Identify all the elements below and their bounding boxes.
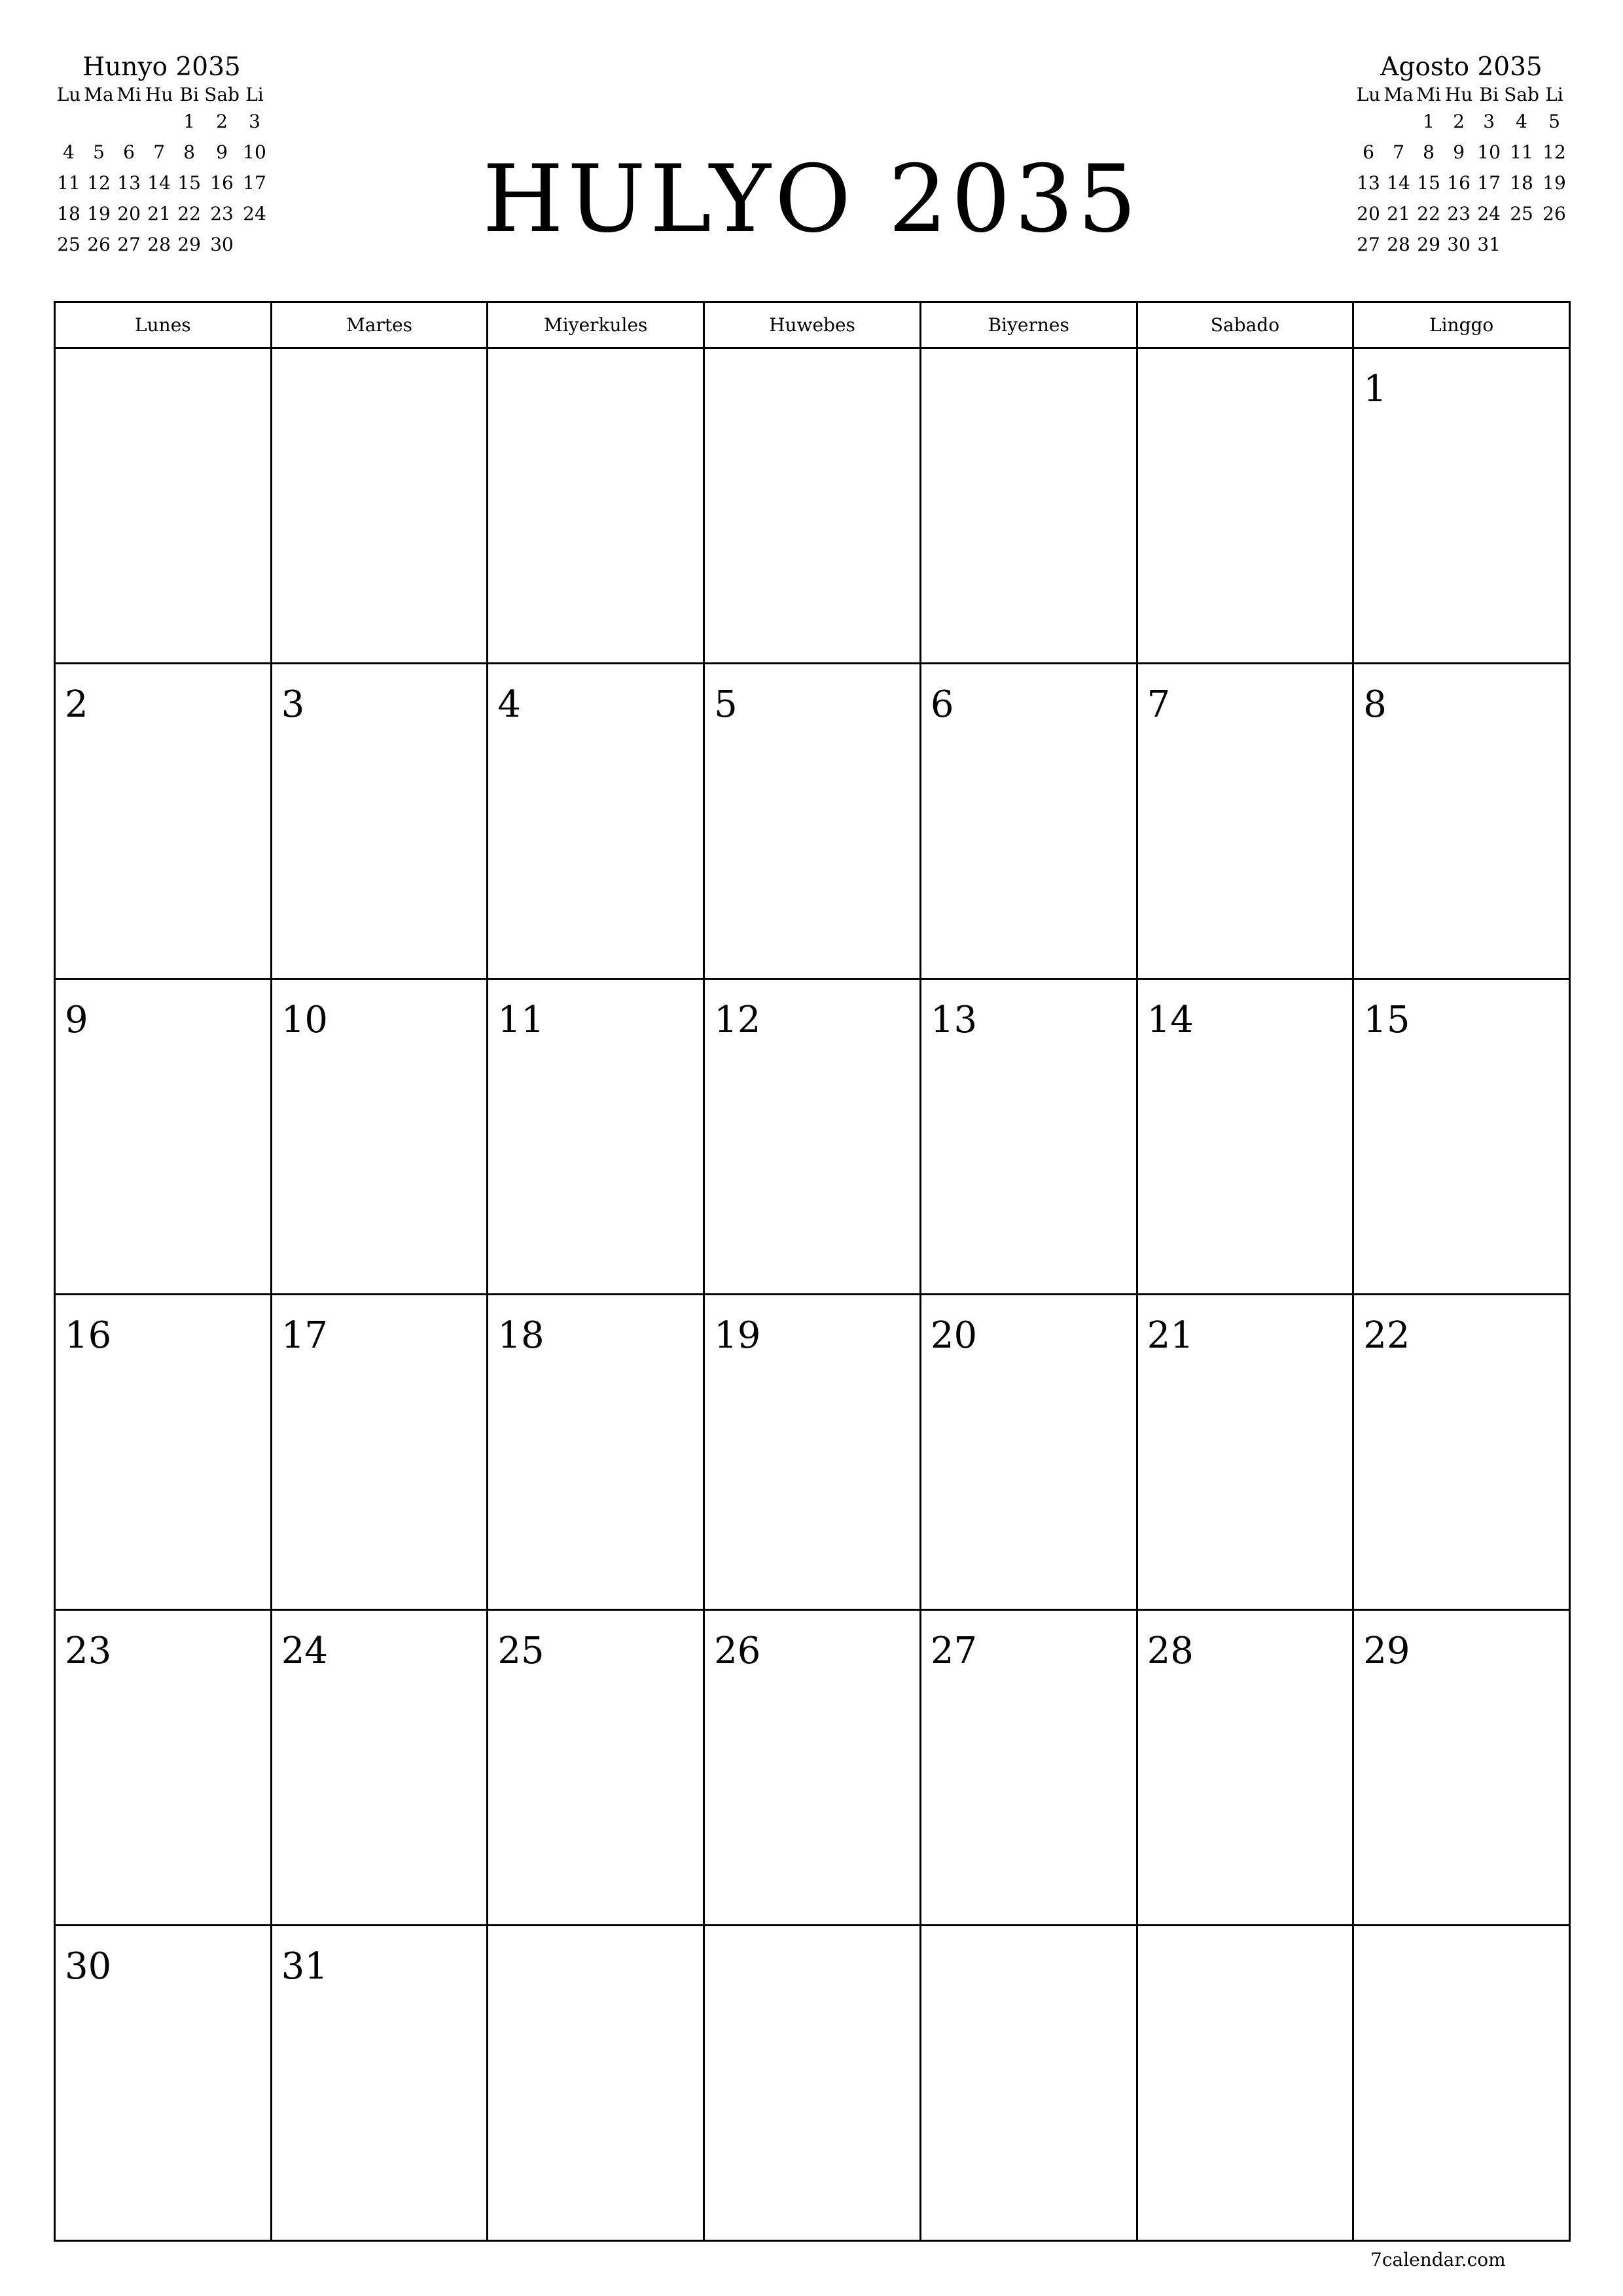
mini-day: 3 bbox=[249, 111, 260, 132]
mini-day: 29 bbox=[1417, 234, 1440, 255]
mini-day: 22 bbox=[1417, 203, 1440, 224]
day-cell[interactable] bbox=[488, 1611, 705, 1926]
day-number: 21 bbox=[1147, 1314, 1194, 1357]
day-number: 5 bbox=[714, 683, 738, 726]
day-number: 4 bbox=[497, 683, 522, 726]
day-cell[interactable] bbox=[56, 664, 272, 980]
day-number: 12 bbox=[714, 999, 761, 1041]
weekday-header: Martes bbox=[272, 303, 489, 349]
mini-day: 16 bbox=[1447, 172, 1471, 194]
mini-day bbox=[54, 106, 84, 137]
mini-weekday-label: Hu bbox=[1444, 84, 1473, 105]
mini-day: 28 bbox=[147, 234, 171, 255]
weekday-header: Miyerkules bbox=[488, 303, 705, 349]
mini-day: 24 bbox=[243, 203, 266, 224]
mini-day: 25 bbox=[57, 234, 80, 255]
mini-day: 5 bbox=[1548, 111, 1560, 132]
mini-day: 20 bbox=[117, 203, 141, 224]
mini-weekday-label: Hu bbox=[145, 84, 173, 105]
watermark: 7calendar.com bbox=[1370, 2249, 1506, 2270]
mini-weekday-label: Sab bbox=[1504, 84, 1539, 105]
mini-day: 11 bbox=[57, 172, 80, 194]
mini-day bbox=[144, 106, 174, 137]
mini-weekday-label: Bi bbox=[179, 84, 199, 105]
mini-day: 10 bbox=[1477, 141, 1501, 163]
day-cell[interactable] bbox=[272, 980, 489, 1295]
day-cell[interactable] bbox=[921, 1295, 1138, 1611]
day-cell[interactable] bbox=[1138, 1295, 1355, 1611]
weekday-header-row bbox=[56, 303, 1571, 349]
day-number: 10 bbox=[281, 999, 328, 1041]
day-cell[interactable] bbox=[1138, 349, 1355, 664]
mini-weekday-label: Lu bbox=[56, 84, 81, 105]
mini-day bbox=[1539, 229, 1569, 260]
mini-day: 31 bbox=[1477, 234, 1501, 255]
mini-day: 18 bbox=[1510, 172, 1533, 194]
mini-day: 26 bbox=[87, 234, 111, 255]
mini-day bbox=[1353, 106, 1383, 137]
day-number: 20 bbox=[930, 1314, 978, 1357]
day-cell[interactable] bbox=[921, 1926, 1138, 2242]
mini-day: 23 bbox=[1447, 203, 1471, 224]
day-number: 25 bbox=[497, 1630, 544, 1672]
day-cell[interactable] bbox=[1354, 980, 1571, 1295]
mini-day: 7 bbox=[153, 141, 166, 163]
day-cell[interactable] bbox=[705, 980, 921, 1295]
day-cell[interactable] bbox=[56, 980, 272, 1295]
mini-calendar-grid bbox=[1353, 84, 1569, 260]
mini-day: 19 bbox=[1543, 172, 1566, 194]
day-cell[interactable] bbox=[56, 1295, 272, 1611]
day-cell[interactable] bbox=[272, 664, 489, 980]
mini-weekday-label: Li bbox=[1545, 84, 1563, 105]
page-title: HULYO 2035 bbox=[482, 145, 1141, 253]
day-number: 23 bbox=[65, 1630, 112, 1672]
day-number: 30 bbox=[65, 1945, 112, 1988]
mini-day: 13 bbox=[117, 172, 141, 194]
day-cell[interactable] bbox=[1138, 980, 1355, 1295]
mini-weekday-label: Lu bbox=[1356, 84, 1381, 105]
mini-day: 9 bbox=[1453, 141, 1465, 163]
day-number: 9 bbox=[65, 999, 88, 1041]
mini-day: 8 bbox=[1423, 141, 1435, 163]
day-number: 7 bbox=[1147, 683, 1171, 726]
mini-weekday-label: Mi bbox=[116, 84, 141, 105]
mini-day: 9 bbox=[216, 141, 228, 163]
mini-day bbox=[84, 106, 114, 137]
mini-calendar-title: Agosto 2035 bbox=[1380, 52, 1543, 82]
mini-day: 7 bbox=[1393, 141, 1404, 163]
weekday-header: Biyernes bbox=[921, 303, 1138, 349]
day-cell[interactable] bbox=[488, 1295, 705, 1611]
mini-weekday-label: Bi bbox=[1479, 84, 1499, 105]
day-number: 1 bbox=[1363, 368, 1387, 410]
mini-weekday-label: Li bbox=[245, 84, 264, 105]
day-number: 22 bbox=[1363, 1314, 1410, 1357]
calendar-weeks bbox=[56, 349, 1571, 2242]
day-cell[interactable] bbox=[56, 1926, 272, 2242]
day-cell[interactable] bbox=[705, 349, 921, 664]
day-cell[interactable] bbox=[1354, 1611, 1571, 1926]
mini-day: 4 bbox=[1516, 111, 1527, 132]
mini-day: 5 bbox=[93, 141, 105, 163]
mini-day: 24 bbox=[1477, 203, 1501, 224]
mini-day: 14 bbox=[1387, 172, 1410, 194]
day-number: 15 bbox=[1363, 999, 1410, 1041]
mini-day: 25 bbox=[1510, 203, 1533, 224]
mini-day: 22 bbox=[177, 203, 201, 224]
day-cell[interactable] bbox=[921, 1611, 1138, 1926]
mini-day: 8 bbox=[183, 141, 196, 163]
month-calendar-grid bbox=[54, 301, 1571, 2242]
mini-day: 2 bbox=[216, 111, 228, 132]
day-cell[interactable] bbox=[488, 980, 705, 1295]
day-cell[interactable] bbox=[1354, 1295, 1571, 1611]
mini-day: 10 bbox=[243, 141, 266, 163]
mini-day: 29 bbox=[177, 234, 201, 255]
day-number: 18 bbox=[497, 1314, 544, 1357]
mini-day: 27 bbox=[117, 234, 141, 255]
mini-day: 26 bbox=[1543, 203, 1566, 224]
mini-weekday-label: Ma bbox=[1383, 84, 1414, 105]
day-number: 26 bbox=[714, 1630, 761, 1672]
mini-day: 17 bbox=[1477, 172, 1501, 194]
mini-day: 16 bbox=[210, 172, 234, 194]
day-cell[interactable] bbox=[488, 349, 705, 664]
mini-day: 1 bbox=[1423, 111, 1435, 132]
mini-day: 27 bbox=[1357, 234, 1380, 255]
mini-day: 1 bbox=[183, 111, 196, 132]
day-number: 27 bbox=[930, 1630, 978, 1672]
mini-day: 17 bbox=[243, 172, 266, 194]
mini-day: 13 bbox=[1357, 172, 1380, 194]
mini-day: 21 bbox=[1387, 203, 1410, 224]
mini-day: 19 bbox=[87, 203, 111, 224]
mini-day: 12 bbox=[1543, 141, 1566, 163]
day-number: 8 bbox=[1363, 683, 1387, 726]
mini-day: 14 bbox=[147, 172, 171, 194]
day-number: 11 bbox=[497, 999, 544, 1041]
day-number: 3 bbox=[281, 683, 305, 726]
mini-day: 20 bbox=[1357, 203, 1380, 224]
day-cell[interactable] bbox=[921, 349, 1138, 664]
mini-day: 30 bbox=[210, 234, 234, 255]
day-cell[interactable] bbox=[272, 1611, 489, 1926]
day-number: 19 bbox=[714, 1314, 761, 1357]
mini-day: 21 bbox=[147, 203, 171, 224]
day-cell[interactable] bbox=[1138, 1926, 1355, 2242]
day-number: 31 bbox=[281, 1945, 328, 1988]
mini-day: 4 bbox=[63, 141, 75, 163]
mini-day: 12 bbox=[87, 172, 111, 194]
day-cell[interactable] bbox=[921, 664, 1138, 980]
day-number: 13 bbox=[930, 999, 978, 1041]
day-number: 28 bbox=[1147, 1630, 1194, 1672]
day-cell[interactable] bbox=[56, 349, 272, 664]
day-number: 6 bbox=[930, 683, 954, 726]
day-cell[interactable] bbox=[1354, 1926, 1571, 2242]
mini-calendar-title: Hunyo 2035 bbox=[82, 52, 241, 82]
day-number: 24 bbox=[281, 1630, 328, 1672]
day-number: 16 bbox=[65, 1314, 112, 1357]
mini-calendar-next-month bbox=[1353, 51, 1569, 260]
day-cell[interactable] bbox=[1138, 664, 1355, 980]
weekday-header: Sabado bbox=[1138, 303, 1355, 349]
weekday-header: Linggo bbox=[1354, 303, 1571, 349]
mini-day: 15 bbox=[1417, 172, 1440, 194]
day-cell[interactable] bbox=[488, 664, 705, 980]
mini-weekday-label: Mi bbox=[1416, 84, 1441, 105]
mini-day: 2 bbox=[1453, 111, 1465, 132]
day-cell[interactable] bbox=[705, 1926, 921, 2242]
mini-day: 15 bbox=[177, 172, 201, 194]
day-cell[interactable] bbox=[272, 349, 489, 664]
mini-day: 6 bbox=[123, 141, 135, 163]
day-number: 29 bbox=[1363, 1630, 1410, 1672]
day-cell[interactable] bbox=[705, 1295, 921, 1611]
mini-day: 18 bbox=[57, 203, 80, 224]
day-number: 17 bbox=[281, 1314, 328, 1357]
mini-day: 30 bbox=[1447, 234, 1471, 255]
mini-weekday-label: Ma bbox=[84, 84, 114, 105]
mini-day bbox=[114, 106, 144, 137]
day-cell[interactable] bbox=[56, 1611, 272, 1926]
day-cell[interactable] bbox=[1138, 1611, 1355, 1926]
day-cell[interactable] bbox=[488, 1926, 705, 2242]
mini-day: 28 bbox=[1387, 234, 1410, 255]
day-number: 2 bbox=[65, 683, 88, 726]
day-cell[interactable] bbox=[272, 1295, 489, 1611]
weekday-header: Lunes bbox=[56, 303, 272, 349]
day-cell[interactable] bbox=[705, 1611, 921, 1926]
mini-day: 3 bbox=[1483, 111, 1495, 132]
day-cell[interactable] bbox=[921, 980, 1138, 1295]
day-number: 14 bbox=[1147, 999, 1194, 1041]
mini-day: 6 bbox=[1363, 141, 1374, 163]
weekday-header: Huwebes bbox=[705, 303, 921, 349]
day-cell[interactable] bbox=[1354, 664, 1571, 980]
mini-day: 23 bbox=[210, 203, 234, 224]
mini-day bbox=[1383, 106, 1414, 137]
day-cell[interactable] bbox=[272, 1926, 489, 2242]
day-cell[interactable] bbox=[1354, 349, 1571, 664]
mini-day bbox=[1504, 229, 1539, 260]
day-cell[interactable] bbox=[705, 664, 921, 980]
mini-day: 11 bbox=[1510, 141, 1533, 163]
mini-weekday-label: Sab bbox=[204, 84, 240, 105]
